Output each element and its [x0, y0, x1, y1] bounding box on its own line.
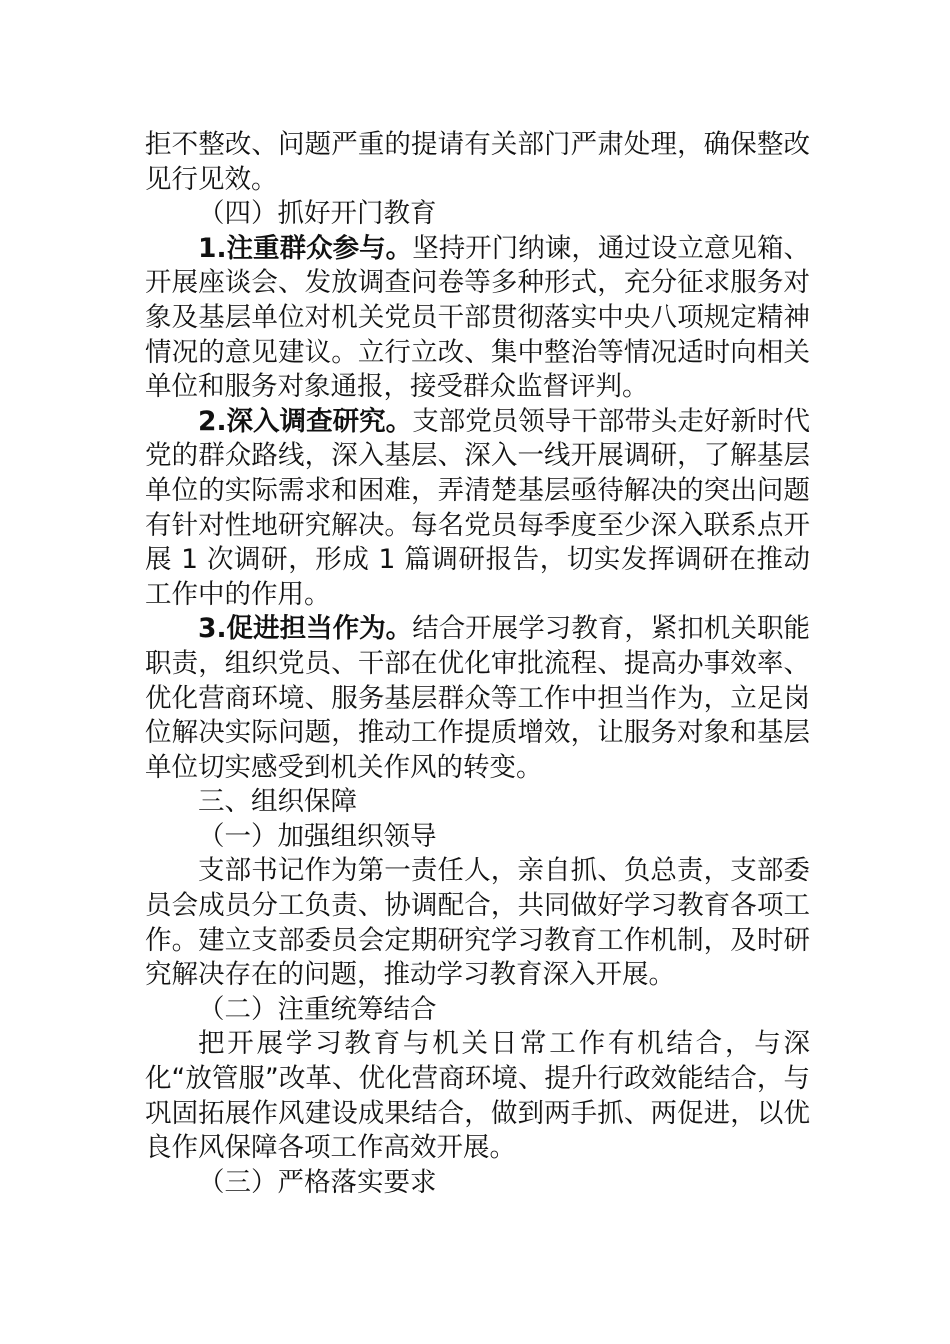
heading-open-door-education: （四）抓好开门教育 [198, 198, 437, 230]
section-heading-organization: 三、组织保障 [198, 786, 357, 818]
item-body: 支部党员领导干部带头走好新时代党的群众路线，深入基层、深入一线开展调研，了解基层单位的实际需求和困难，弄清楚基层亟待解决的突出问题有针对性地研究解决。每名党员每季度至少深入联系点开展 1 次调研，形成 1 篇调研报告，切实发挥调研在推动工作中的作用。 [145, 405, 810, 610]
continuation-paragraph: 拒不整改、问题严重的提请有关部门严肃处理，确保整改见行见效。 [145, 129, 810, 195]
item-taking-responsibility [145, 612, 810, 785]
heading-strengthen-leadership: （一）加强组织领导 [198, 820, 437, 852]
paragraph-leadership: 支部书记作为第一责任人，亲自抓、负总责，支部委员会成员分工负责、协调配合，共同做好学习教育各项工作。建立支部委员会定期研究学习教育工作机制，及时研究解决存在的问题，推动学习教育深入开展。 [145, 855, 810, 991]
item-body: 结合开展学习教育，紧扣机关职能职责，组织党员、干部在优化审批流程、提高办事效率、优化营商环境、服务基层群众等工作中担当作为，立足岗位解决实际问题，推动工作提质增效，让服务对象和基层单位切实感受到机关作风的转变。 [145, 613, 810, 783]
item-lead: 3.促进担当作为。 [198, 613, 413, 645]
item-mass-participation [145, 232, 810, 405]
heading-strict-implementation: （三）严格落实要求 [198, 1166, 437, 1198]
document-body [145, 128, 810, 1200]
item-lead: 2.深入调查研究。 [198, 405, 413, 437]
paragraph-coordination: 把开展学习教育与机关日常工作有机结合，与深化“放管服”改革、优化营商环境、提升行政效能结合，与巩固拓展作风建设成果结合，做到两手抓、两促进，以优良作风保障各项工作高效开展。 [145, 1028, 810, 1164]
item-investigation-research [145, 405, 810, 613]
heading-coordination: （二）注重统筹结合 [198, 993, 437, 1025]
item-lead: 1.注重群众参与。 [198, 232, 413, 264]
item-body: 坚持开门纳谏，通过设立意见箱、开展座谈会、发放调查问卷等多种形式，充分征求服务对象及基层单位对机关党员干部贯彻落实中央八项规定精神情况的意见建议。立行立改、集中整治等情况适时向相关单位和服务对象通报，接受群众监督评判。 [145, 232, 810, 403]
